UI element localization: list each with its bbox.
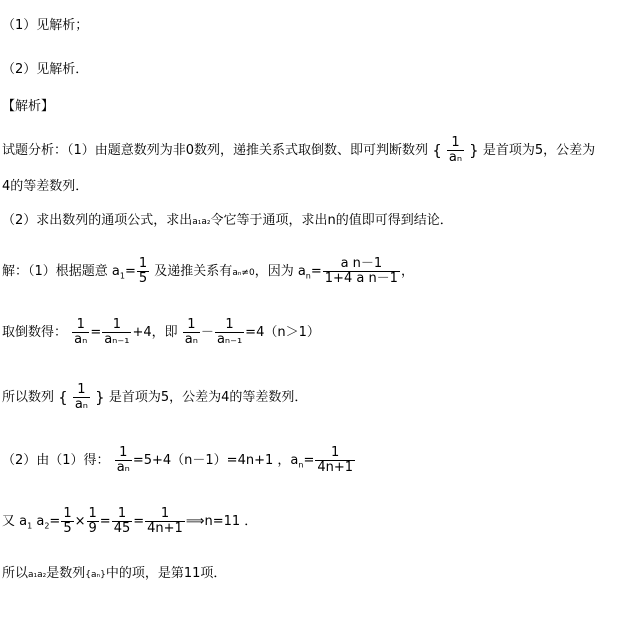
text: 取倒数得： <box>2 325 68 340</box>
text: ⟹n=11 ． <box>185 514 258 529</box>
fraction-one-over-an <box>72 318 89 347</box>
numerator: 1 <box>112 317 121 332</box>
denominator: aₙ <box>116 460 130 475</box>
numerator: 1 <box>138 256 148 271</box>
denominator: aₙ <box>184 332 198 347</box>
numerator: 1 <box>88 506 97 521</box>
right-brace: } <box>469 141 479 160</box>
denominator: 5 <box>63 521 72 536</box>
fraction-one-over-45 <box>112 507 133 536</box>
a1a2-term: a₁a₂ <box>192 217 211 227</box>
text: =5+4（n－1）=4n+1 ，a <box>132 453 299 468</box>
numerator: 1 <box>117 506 127 521</box>
denominator: 4n+1 <box>317 460 354 475</box>
denominator: 5 <box>138 271 148 286</box>
fraction-one-over-4n-1 <box>145 507 185 536</box>
denominator: 9 <box>88 521 97 536</box>
analysis-heading: 【解析】 <box>2 99 55 114</box>
fraction-one-ninth <box>87 507 99 536</box>
numerator: 1 <box>76 317 85 332</box>
answer-part2: （2）见解析． <box>2 62 89 77</box>
numerator: 1 <box>451 135 460 150</box>
solution-line-6 <box>2 562 226 581</box>
text: 又 a <box>2 514 28 529</box>
text: 所以 <box>2 566 29 581</box>
denominator: aₙ₋₁ <box>104 332 130 347</box>
numerator: 1 <box>160 506 170 521</box>
text: 是首项为5，公差为4的等差数列． <box>108 390 308 405</box>
text: （2）由（1）得： <box>2 453 110 468</box>
text: 中的项，是第11项． <box>105 566 227 581</box>
subscript: 1 <box>27 521 33 531</box>
numerator: 1 <box>63 506 72 521</box>
subscript: 1 <box>119 271 125 281</box>
numerator: 1 <box>187 317 196 332</box>
denominator: 45 <box>113 521 131 536</box>
subscript: n <box>305 271 311 281</box>
fraction-one-over-an <box>115 446 132 475</box>
text: 及递推关系有 <box>154 264 233 279</box>
text: +4，即 <box>132 325 178 340</box>
denominator: aₙ <box>74 332 88 347</box>
analysis-text-b: 是首项为5，公差为 <box>482 143 596 158</box>
text: 是数列 <box>46 566 86 581</box>
fraction-one-over-an-1 <box>102 318 131 347</box>
analysis-line-3 <box>2 209 453 228</box>
denominator: 4n+1 <box>147 521 183 536</box>
fraction-one-fifth <box>137 257 149 286</box>
fraction-recurrence <box>323 257 400 286</box>
fraction-one-over-an-1 <box>215 318 244 347</box>
text: a <box>36 514 45 529</box>
numerator: 1 <box>119 445 128 460</box>
answer-part1: （1）见解析； <box>2 18 89 33</box>
solution-line-2: 取倒数得： $\frac{1}{\text{aₙ}}$ = $\frac{1}{\text{aₙ₋₁}}$ +4，即 $\frac{1}{\text{aₙ}}$ － $\frac{1}{\text{aₙ₋₁}}$ =4（n＞1） <box>2 317 320 347</box>
text: =4（n＞1） <box>245 325 320 340</box>
a1a2-term: a₁a₂ <box>28 570 47 580</box>
solution-line-4: （2）由（1）得： $\frac{1}{\text{aₙ}}$ =5+4（n－1）=4n+1 ，$a_n=$ $\frac{1}{4n+1}$ <box>2 445 354 475</box>
analysis-line-2: 4的等差数列． <box>2 179 89 194</box>
an-nonzero: aₙ≠0 <box>232 268 255 278</box>
left-brace: { <box>432 141 442 160</box>
text: 解：（1）根据题意 a <box>2 264 120 279</box>
fraction-one-over-an <box>73 383 90 412</box>
fraction-one-over-an <box>183 318 200 347</box>
subscript: 2 <box>44 521 50 531</box>
left-brace: { <box>58 388 68 407</box>
solution-line-5: 又 $a_1$ $a_2=$ $\frac{1}{5}$ × $\frac{1}{9}$ = $\frac{1}{45}$ = $\frac{1}{4n+1}$ ⟹n=11 ． <box>2 506 258 536</box>
denominator: aₙ <box>448 150 463 165</box>
subscript: n <box>298 460 304 470</box>
fraction-one-fifth <box>61 507 73 536</box>
sequence-term: {aₙ} <box>85 570 106 580</box>
text: 令它等于通项，求出n的值即可得到结论． <box>210 213 453 228</box>
denominator: aₙ₋₁ <box>216 332 243 347</box>
solution-line-3 <box>2 383 307 412</box>
text: （2）求出数列的通项公式，求出 <box>2 213 193 228</box>
denominator: aₙ <box>74 397 88 412</box>
numerator: 1 <box>77 382 86 397</box>
analysis-text-a: 试题分析：（1）由题意数列为非0数列，递推关系式取倒数、即可判断数列 <box>2 143 429 158</box>
numerator: 1 <box>225 317 234 332</box>
numerator: a n－1 <box>340 256 383 271</box>
denominator: 1+4 a n－1 <box>324 271 398 286</box>
text: 所以数列 <box>2 390 55 405</box>
analysis-line-1 <box>2 136 595 165</box>
right-brace: } <box>95 388 105 407</box>
solution-line-1: 解：（1）根据题意 $a_1=$ $\frac{1}{5}$ 及递推关系有aₙ≠0，因为 $a_n=$ $\frac{\text{a n－1}}{\text{1+4 a n－1}}$ ， <box>2 256 414 286</box>
fraction-one-over-an <box>447 136 464 165</box>
fraction-one-over-4n-1 <box>315 446 355 475</box>
text: ，因为 a <box>254 264 306 279</box>
numerator: 1 <box>331 445 340 460</box>
